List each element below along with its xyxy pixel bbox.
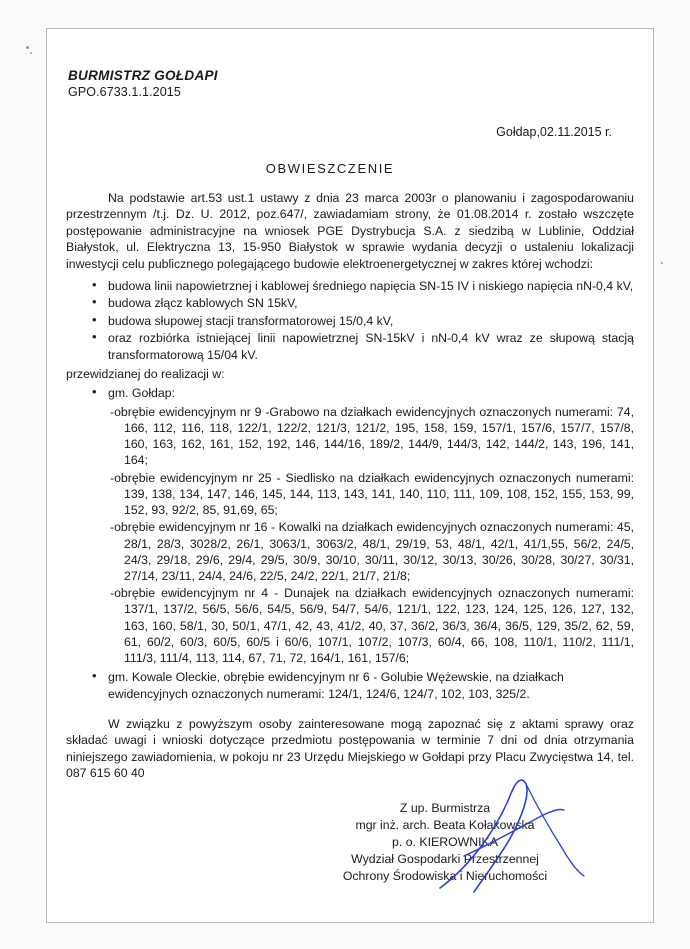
list-item: • oraz rozbiórka istniejącej linii napowietrznej SN-15kV i nN-0,4 kV wraz ze słupową stacją transformatorową 15/04 kV. xyxy=(66,330,634,363)
scan-speck xyxy=(661,262,663,264)
document-heading: OBWIESZCZENIE xyxy=(265,161,395,176)
signature-line: Ochrony Środowiska i Nieruchomości xyxy=(342,868,548,883)
signature-line: Wydział Gospodarki Przestrzennej xyxy=(351,851,539,866)
place-and-date: Gołdap,02.11.2015 r. xyxy=(496,125,612,139)
intro-paragraph: Na podstawie art.53 ust.1 ustawy z dnia 23 marca 2003r o planowaniu i zagospodarowaniu przestrzennym /t.j. Dz. U. 2012, poz.647/, zawiadamiam strony, że 01.08.2014 r. zostało wszczęte postępowanie administracyjne na wniosek PGE Dystrybucja S.A. z siedzibą w Lublinie, Oddział Białystok, ul. Elektryczna 13, 15-950 Białystok w sprawie wydania decyzji o ustaleniu lokalizacji inwestycji celu publicznego polegającego budowie elektroenergetycznej w zakres której wchodzi: xyxy=(66,191,634,271)
signature-line: Z up. Burmistrza xyxy=(399,800,491,815)
signature-line: mgr inż. arch. Beata Kołakowska xyxy=(355,817,535,832)
scan-speck xyxy=(30,52,32,54)
list-item: • budowa słupowej stacji transformatorowej 15/0,4 kV, xyxy=(66,313,634,329)
planned-label: przewidzianej do realizacji w: xyxy=(66,367,225,382)
signature-block xyxy=(66,800,634,885)
list-item: -obrębie ewidencyjnym nr 16 - Kowalki na działkach ewidencyjnych oznaczonych numerami: 45, 28/1, 28/3, 3028/2, 26/1, 3063/1, 3063/2, 48/1, 29/19, 53, 48/1, 42/1, 41/1,55, 56/2, 24/5, 24/3, 29/18, 29/6, 29/4, 29/5, 30/9, 30/10, 30/11, 30/12, 30/13, 30/26, 30/28, 30/27, 30/31, 27/14, 23/11, 24/4, 24/6, 22/5, 24/2, 22/1, 21/7, 21/8; xyxy=(110,520,634,583)
gmina-goldap-label: • gm. Gołdap: xyxy=(66,385,634,401)
signature-line: p. o. KIEROWNIKA xyxy=(392,834,498,849)
gmina-kowale-oleckie-entry: • gm. Kowale Oleckie, obrębie ewidencyjnym nr 6 - Golubie Wężewskie, na działkach ewidencyjnych oznaczonych numerami: 124/1, 124/6, 124/7, 102, 103, 325/2. xyxy=(66,669,634,702)
office-reference-number: GPO.6733.1.1.2015 xyxy=(68,85,181,99)
office-title: BURMISTRZ GOŁDAPI xyxy=(68,68,218,83)
precinct-list xyxy=(66,404,634,666)
list-item: -obrębie ewidencyjnym nr 9 -Grabowo na działkach ewidencyjnych oznaczonych numerami: 74, 166, 112, 116, 118, 122/1, 122/2, 121/3, 121/2, 195, 158, 159, 157/1, 157/6, 157/7, 157/8, 160, 163, 162, 161, 152, 192, 146, 144/16, 189/2, 144/9, 144/3, 142, 144/2, 143, 196, 141, 164; xyxy=(110,404,634,468)
list-item: • budowa linii napowietrznej i kablowej średniego napięcia SN-15 IV i niskiego napięcia nN-0,4 kV, xyxy=(66,278,634,294)
list-item: -obrębie ewidencyjnym nr 25 - Siedlisko na działkach ewidencyjnych oznaczonych numerami: 139, 138, 134, 147, 146, 145, 144, 113, 143, 141, 140, 110, 111, 109, 108, 152, 155, 153, 99, 152, 93, 92/2, 85, 91,69, 65; xyxy=(110,470,634,518)
document-body xyxy=(66,56,634,885)
list-item: • budowa złącz kablowych SN 15kV, xyxy=(66,295,634,311)
scan-speck xyxy=(26,46,29,49)
scope-list xyxy=(66,278,634,363)
list-item: -obrębie ewidencyjnym nr 4 - Dunajek na działkach ewidencyjnych oznaczonych numerami: 137/1, 137/2, 56/5, 56/6, 54/5, 56/9, 54/7, 54/6, 121/1, 122, 123, 124, 125, 126, 127, 132, 163, 160, 58/1, 30, 50/1, 47/1, 42, 43, 41/2, 40, 37, 36/2, 36/3, 36/4, 36/5, 129, 35/2, 62, 59, 61, 60/2, 60/3, 60/5, 60/5 i 60/6, 107/1, 107/2, 107/3, 60/4, 66, 108, 110/1, 110/2, 111/1, 111/3, 111/4, 113, 114, 67, 71, 72, 164/1, 161, 157/6; xyxy=(110,586,634,665)
closing-paragraph: W związku z powyższym osoby zainteresowane mogą zapoznać się z aktami sprawy oraz składać uwagi i wnioski dotyczące przedmiotu postępowania w terminie 7 dni od dnia otrzymania niniejszego zawiadomienia, w pokoju nr 23 Urzędu Miejskiego w Gołdapi przy Placu Zwycięstwa 14, tel. 087 615 60 40 xyxy=(66,716,634,781)
